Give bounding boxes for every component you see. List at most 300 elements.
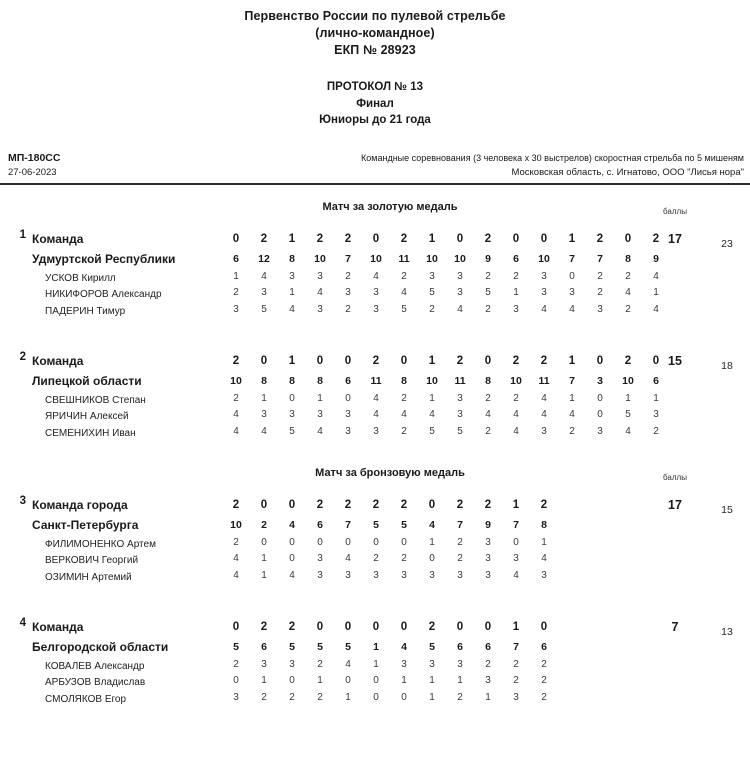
- score-cell: 0: [289, 675, 295, 686]
- team-name-line-2: Удмуртской Республики: [32, 251, 176, 266]
- athlete-name: СВЕШНИКОВ Степан: [45, 394, 146, 406]
- athlete-score-row: [222, 285, 670, 302]
- score-cell: 2: [597, 287, 603, 298]
- score-cell: 1: [373, 640, 379, 653]
- score-cell: 2: [456, 498, 464, 511]
- score-cell: 3: [485, 675, 491, 686]
- protocol-stage: Финал: [356, 97, 394, 110]
- score-cell: 3: [289, 409, 295, 420]
- points-column-header: баллы: [663, 206, 687, 216]
- score-cell: 0: [372, 620, 380, 633]
- score-cell: 2: [540, 354, 548, 367]
- score-cell: 4: [289, 569, 295, 581]
- title-line-2: (лично-командное): [315, 26, 435, 40]
- score-cell: 0: [373, 691, 379, 703]
- team-rank: 3: [19, 494, 26, 507]
- athlete-score-row: [222, 657, 558, 674]
- team-name-line-2: Липецкой области: [32, 373, 142, 388]
- event-description: Командные соревнования (3 человека х 30 выстрелов) скоростная стрельба по 5 мишеням: [361, 152, 744, 163]
- score-cell: 2: [373, 553, 379, 564]
- event-code: МП-180СС: [8, 151, 61, 164]
- event-date: 27-06-2023: [8, 166, 57, 178]
- score-cell: 0: [345, 536, 351, 548]
- score-cell: 5: [485, 287, 491, 298]
- score-cell: 0: [289, 392, 295, 404]
- score-cell: 2: [401, 392, 407, 404]
- score-cell: 4: [625, 425, 631, 437]
- score-cell: 4: [317, 287, 323, 298]
- score-cell: 5: [289, 640, 295, 653]
- score-cell: 0: [456, 232, 464, 245]
- team-block: [0, 229, 750, 329]
- score-cell: 1: [428, 232, 436, 245]
- score-cell: 0: [289, 553, 295, 564]
- score-cell: 4: [401, 640, 407, 653]
- team-series-row: [222, 637, 558, 657]
- score-cell: 3: [345, 425, 351, 437]
- score-cell: 11: [370, 374, 382, 387]
- athlete-name: СМОЛЯКОВ Егор: [45, 693, 127, 705]
- score-cell: 0: [400, 620, 408, 633]
- score-cell: 0: [345, 675, 351, 686]
- score-cell: 2: [457, 536, 463, 548]
- team-series-row: [222, 515, 558, 535]
- score-cell: 0: [344, 620, 352, 633]
- score-cell: 1: [261, 675, 267, 686]
- score-cell: 4: [541, 409, 547, 420]
- score-cell: 5: [289, 425, 295, 437]
- score-cell: 0: [624, 232, 632, 245]
- score-cell: 1: [429, 392, 435, 404]
- score-cell: 3: [457, 392, 463, 404]
- score-cell: 1: [512, 498, 520, 511]
- match-section: [0, 185, 750, 451]
- score-cell: 4: [401, 287, 407, 298]
- team-total-score: 13: [721, 625, 733, 638]
- score-cell: 2: [400, 232, 408, 245]
- score-cell: 2: [317, 691, 323, 703]
- score-cell: 1: [288, 354, 296, 367]
- score-cell: 7: [345, 252, 351, 265]
- score-cell: 2: [513, 658, 519, 670]
- score-cell: 0: [597, 392, 603, 404]
- score-cell: 1: [429, 536, 435, 548]
- score-cell: 1: [317, 392, 323, 404]
- score-cell: 4: [233, 569, 239, 581]
- match-section: [0, 451, 750, 717]
- score-cell: 10: [538, 252, 550, 265]
- score-cell: 3: [485, 553, 491, 564]
- score-cell: 2: [625, 303, 631, 315]
- athlete-name-list: [45, 659, 225, 709]
- score-cell: 6: [317, 518, 323, 531]
- score-cell: 4: [289, 518, 295, 531]
- score-cell: 8: [261, 374, 267, 387]
- score-cell: 3: [233, 303, 239, 315]
- athlete-name: СЕМЕНИХИН Иван: [45, 427, 136, 439]
- athlete-score-row: [222, 568, 558, 585]
- score-cell: 4: [625, 287, 631, 298]
- score-cell: 4: [541, 303, 547, 315]
- score-cell: 5: [401, 518, 407, 531]
- score-cell: 0: [540, 232, 548, 245]
- score-cell: 4: [513, 425, 519, 437]
- score-cell: 0: [373, 536, 379, 548]
- score-cell: 3: [373, 569, 379, 581]
- score-cell: 4: [653, 303, 659, 315]
- score-cell: 1: [569, 392, 575, 404]
- team-points-row: [222, 495, 558, 515]
- score-cell: 0: [596, 354, 604, 367]
- score-cell: 3: [289, 270, 295, 282]
- meta-right: [361, 151, 744, 180]
- score-cell: 2: [456, 354, 464, 367]
- score-cell: 2: [372, 498, 380, 511]
- score-cell: 7: [513, 518, 519, 531]
- team-name-line-2: Санкт-Петербурга: [32, 517, 139, 532]
- score-cell: 2: [428, 620, 436, 633]
- score-cell: 2: [596, 232, 604, 245]
- score-cell: 4: [345, 658, 351, 670]
- score-cell: 0: [456, 620, 464, 633]
- score-cell: 2: [624, 354, 632, 367]
- score-cell: 2: [261, 691, 267, 703]
- score-cell: 0: [597, 409, 603, 420]
- score-cell: 6: [233, 252, 239, 265]
- score-cell: 1: [401, 675, 407, 686]
- score-cell: 11: [454, 374, 466, 387]
- score-cell: 1: [288, 232, 296, 245]
- score-cell: 1: [568, 232, 576, 245]
- athlete-score-row: [222, 535, 558, 552]
- score-cell: 10: [230, 374, 242, 387]
- score-cell: 5: [345, 640, 351, 653]
- athlete-name: ВЕРКОВИЧ Георгий: [45, 555, 139, 566]
- score-cell: 1: [568, 354, 576, 367]
- score-cell: 4: [569, 409, 575, 420]
- score-grid: [222, 495, 558, 585]
- score-cell: 0: [232, 232, 240, 245]
- athlete-name: ФИЛИМОНЕНКО Артем: [45, 538, 156, 550]
- score-cell: 2: [345, 270, 351, 282]
- score-cell: 10: [454, 252, 466, 265]
- score-cell: 7: [569, 252, 575, 265]
- score-cell: 4: [457, 303, 463, 315]
- score-cell: 2: [317, 658, 323, 670]
- score-cell: 0: [260, 498, 268, 511]
- score-cell: 3: [513, 303, 519, 315]
- team-block: [0, 351, 750, 451]
- team-rank: 4: [19, 616, 26, 629]
- score-cell: 0: [652, 354, 660, 367]
- score-cell: 10: [510, 374, 522, 387]
- score-cell: 0: [484, 620, 492, 633]
- score-cell: 3: [457, 409, 463, 420]
- athlete-name: ЯРИЧИН Алексей: [45, 411, 129, 422]
- score-cell: 4: [429, 518, 435, 531]
- score-cell: 3: [233, 691, 239, 703]
- score-cell: 2: [288, 620, 296, 633]
- score-cell: 1: [457, 675, 463, 686]
- athlete-name-list: [45, 393, 225, 443]
- score-cell: 4: [513, 409, 519, 420]
- score-cell: 11: [538, 374, 550, 387]
- team-name: [32, 351, 222, 391]
- score-cell: 0: [428, 498, 436, 511]
- meta-left: [8, 151, 60, 180]
- score-cell: 2: [289, 691, 295, 703]
- team-name: [32, 617, 222, 657]
- score-cell: 4: [261, 425, 267, 437]
- team-total-score: 18: [721, 359, 733, 372]
- score-cell: 3: [345, 287, 351, 298]
- team-total-score: 23: [721, 237, 733, 250]
- score-cell: 2: [233, 287, 239, 298]
- team-name-line-1: Команда города: [32, 497, 128, 512]
- matches-root: [0, 185, 750, 717]
- score-cell: 2: [260, 620, 268, 633]
- score-cell: 2: [541, 675, 547, 686]
- score-cell: 2: [344, 498, 352, 511]
- team-total-points: 15: [668, 353, 682, 368]
- score-cell: 2: [232, 498, 240, 511]
- score-cell: 3: [429, 569, 435, 581]
- score-cell: 8: [401, 374, 407, 387]
- score-cell: 3: [457, 658, 463, 670]
- team-block: [0, 617, 750, 717]
- score-cell: 1: [345, 691, 351, 703]
- score-cell: 2: [400, 498, 408, 511]
- score-cell: 4: [233, 553, 239, 564]
- score-cell: 1: [513, 287, 519, 298]
- score-cell: 3: [429, 658, 435, 670]
- score-cell: 8: [317, 374, 323, 387]
- score-cell: 0: [232, 620, 240, 633]
- athlete-name: ПАДЕРИН Тимур: [45, 305, 126, 317]
- document-title-block: [0, 0, 750, 59]
- score-cell: 2: [233, 536, 239, 548]
- score-cell: 10: [622, 374, 634, 387]
- score-cell: 3: [653, 409, 659, 420]
- team-points-row: [222, 229, 670, 249]
- score-cell: 4: [401, 409, 407, 420]
- score-cell: 8: [485, 374, 491, 387]
- score-cell: 0: [316, 354, 324, 367]
- score-cell: 3: [345, 409, 351, 420]
- score-cell: 3: [261, 409, 267, 420]
- score-cell: 0: [429, 553, 435, 564]
- match-title: Матч за бронзовую медаль: [315, 466, 465, 479]
- score-cell: 3: [317, 270, 323, 282]
- score-cell: 3: [457, 287, 463, 298]
- score-cell: 1: [512, 620, 520, 633]
- score-cell: 0: [401, 536, 407, 548]
- score-cell: 2: [344, 232, 352, 245]
- score-cell: 5: [373, 518, 379, 531]
- score-cell: 0: [289, 536, 295, 548]
- score-cell: 9: [485, 252, 491, 265]
- score-cell: 3: [317, 553, 323, 564]
- score-cell: 4: [429, 409, 435, 420]
- score-cell: 7: [569, 374, 575, 387]
- score-cell: 4: [373, 409, 379, 420]
- score-cell: 0: [513, 536, 519, 548]
- athlete-score-row: [222, 690, 558, 707]
- score-grid: [222, 229, 670, 319]
- score-cell: 3: [317, 569, 323, 581]
- team-total-points: 17: [668, 231, 682, 246]
- score-cell: 2: [401, 553, 407, 564]
- score-cell: 3: [485, 536, 491, 548]
- score-cell: 6: [485, 640, 491, 653]
- score-cell: 3: [597, 303, 603, 315]
- score-cell: 6: [457, 640, 463, 653]
- score-cell: 2: [261, 518, 267, 531]
- team-rank: 2: [19, 350, 26, 363]
- score-cell: 3: [457, 270, 463, 282]
- score-cell: 0: [317, 536, 323, 548]
- athlete-name: ОЗИМИН Артемий: [45, 571, 132, 583]
- team-series-row: [222, 249, 670, 269]
- team-total-points: 17: [668, 497, 682, 512]
- score-cell: 2: [485, 270, 491, 282]
- protocol-number: ПРОТОКОЛ № 13: [326, 81, 424, 93]
- team-total-score: 15: [721, 503, 733, 516]
- score-cell: 4: [261, 270, 267, 282]
- match-title: Матч за золотую медаль: [322, 200, 458, 213]
- score-cell: 3: [401, 569, 407, 581]
- team-points-row: [222, 617, 558, 637]
- score-cell: 1: [653, 392, 659, 404]
- score-cell: 3: [373, 303, 379, 315]
- score-cell: 4: [317, 425, 323, 437]
- score-cell: 2: [541, 658, 547, 670]
- score-cell: 3: [373, 287, 379, 298]
- score-cell: 3: [401, 658, 407, 670]
- score-cell: 3: [541, 270, 547, 282]
- score-cell: 0: [344, 354, 352, 367]
- score-cell: 8: [625, 252, 631, 265]
- protocol-category: Юниоры до 21 года: [319, 114, 431, 126]
- athlete-score-row: [222, 424, 670, 441]
- score-cell: 2: [316, 232, 324, 245]
- event-venue: Московская область, с. Игнатово, ООО "Лисья нора": [511, 166, 744, 178]
- score-cell: 0: [372, 232, 380, 245]
- score-cell: 0: [401, 691, 407, 703]
- score-cell: 2: [457, 553, 463, 564]
- score-cell: 2: [625, 270, 631, 282]
- score-cell: 2: [401, 425, 407, 437]
- score-cell: 2: [316, 498, 324, 511]
- score-cell: 7: [513, 640, 519, 653]
- team-name: [32, 495, 222, 535]
- meta-bar: [0, 151, 750, 185]
- score-cell: 2: [484, 232, 492, 245]
- score-cell: 4: [345, 553, 351, 564]
- score-cell: 1: [429, 691, 435, 703]
- score-cell: 0: [261, 536, 267, 548]
- score-cell: 4: [289, 303, 295, 315]
- score-cell: 5: [429, 640, 435, 653]
- athlete-name: УСКОВ Кирилл: [45, 272, 116, 284]
- score-cell: 6: [261, 640, 267, 653]
- score-cell: 9: [653, 252, 659, 265]
- score-cell: 4: [373, 270, 379, 282]
- score-cell: 0: [569, 270, 575, 282]
- score-cell: 1: [261, 392, 267, 404]
- score-cell: 1: [261, 569, 267, 581]
- score-cell: 3: [597, 425, 603, 437]
- score-cell: 7: [597, 252, 603, 265]
- athlete-score-row: [222, 673, 558, 690]
- team-name-line-1: Команда: [32, 353, 84, 368]
- score-cell: 5: [457, 425, 463, 437]
- score-cell: 4: [513, 569, 519, 581]
- athlete-name: АРБУЗОВ Владислав: [45, 677, 146, 688]
- score-cell: 0: [288, 498, 296, 511]
- score-cell: 8: [289, 252, 295, 265]
- score-cell: 0: [512, 232, 520, 245]
- score-cell: 2: [372, 354, 380, 367]
- score-cell: 6: [513, 252, 519, 265]
- score-cell: 5: [261, 303, 267, 315]
- score-grid: [222, 617, 558, 707]
- title-line-1: Первенство России по пулевой стрельбе: [244, 9, 506, 23]
- score-cell: 3: [261, 287, 267, 298]
- athlete-score-row: [222, 302, 670, 319]
- score-cell: 2: [429, 303, 435, 315]
- score-cell: 4: [541, 392, 547, 404]
- score-cell: 4: [653, 270, 659, 282]
- score-cell: 2: [653, 425, 659, 437]
- score-cell: 5: [429, 425, 435, 437]
- score-cell: 3: [373, 425, 379, 437]
- team-name-line-1: Команда: [32, 231, 84, 246]
- score-cell: 3: [541, 287, 547, 298]
- score-cell: 4: [233, 409, 239, 420]
- score-cell: 4: [485, 409, 491, 420]
- athlete-name-list: [45, 271, 225, 321]
- score-cell: 2: [513, 270, 519, 282]
- score-cell: 1: [429, 675, 435, 686]
- score-cell: 3: [289, 658, 295, 670]
- score-cell: 2: [569, 425, 575, 437]
- team-name-line-1: Команда: [32, 619, 84, 634]
- score-cell: 2: [233, 658, 239, 670]
- score-cell: 1: [653, 287, 659, 298]
- score-cell: 3: [541, 569, 547, 581]
- score-cell: 4: [373, 392, 379, 404]
- score-cell: 3: [541, 425, 547, 437]
- score-cell: 2: [485, 392, 491, 404]
- score-cell: 3: [345, 569, 351, 581]
- score-cell: 6: [541, 640, 547, 653]
- team-rank: 1: [19, 228, 26, 241]
- score-cell: 1: [233, 270, 239, 282]
- score-cell: 2: [652, 232, 660, 245]
- score-cell: 2: [513, 675, 519, 686]
- score-cell: 2: [541, 691, 547, 703]
- athlete-score-row: [222, 269, 670, 286]
- score-cell: 9: [485, 518, 491, 531]
- score-cell: 2: [260, 232, 268, 245]
- team-block: [0, 495, 750, 595]
- score-cell: 0: [373, 675, 379, 686]
- score-cell: 3: [485, 569, 491, 581]
- points-column-header: баллы: [663, 472, 687, 482]
- score-cell: 10: [426, 374, 438, 387]
- score-cell: 0: [260, 354, 268, 367]
